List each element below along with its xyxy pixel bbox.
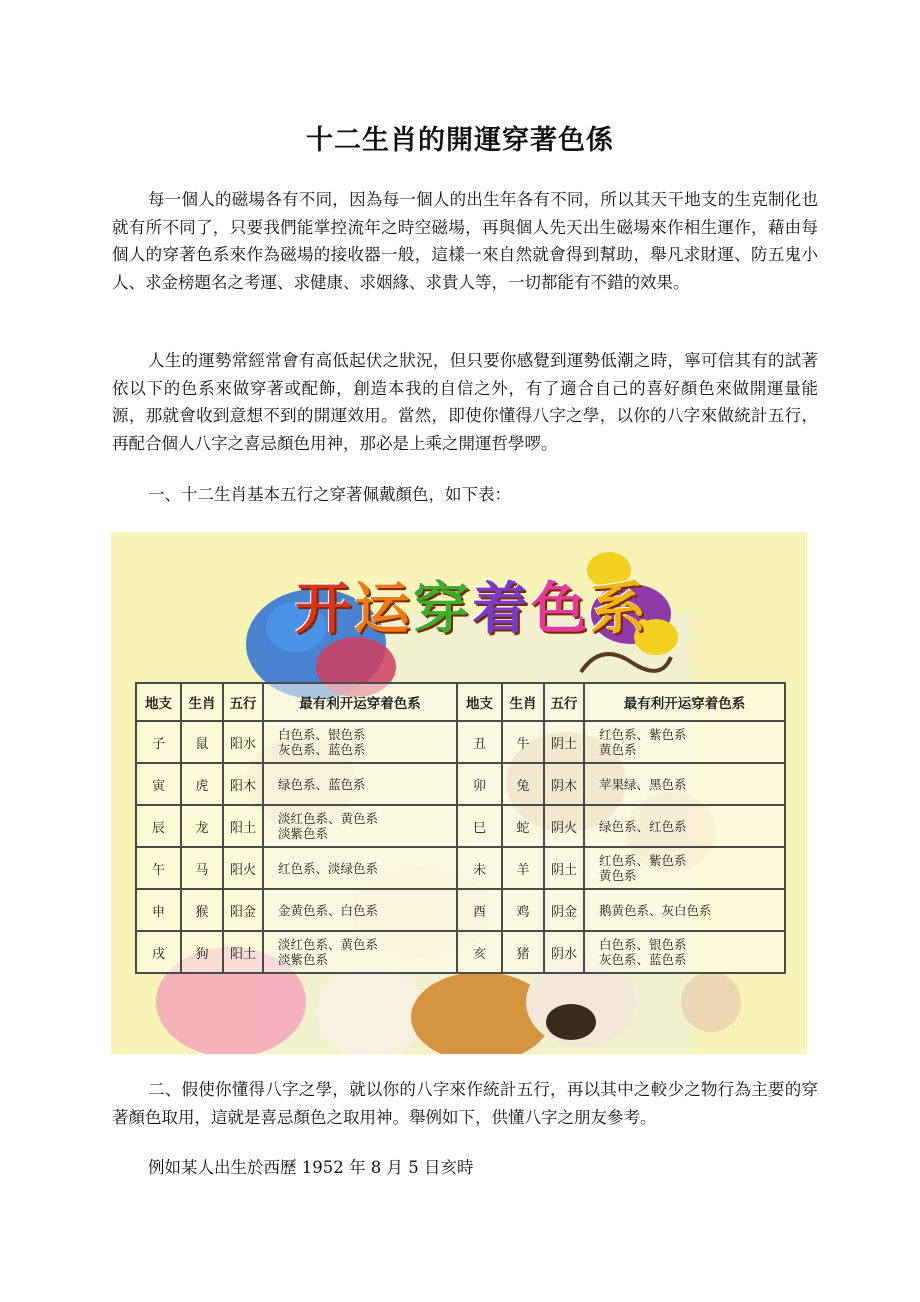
zodiac-color-table <box>135 682 786 974</box>
color-line: 红色系、淡绿色系 <box>278 860 379 876</box>
color-line: 淡红色系、黄色系 <box>278 811 379 826</box>
header-cell: 地支 <box>457 683 502 721</box>
zodiac-color-figure <box>111 532 807 1054</box>
zodiac-cell: 虎 <box>181 763 223 805</box>
header-cell: 最有利开运穿着色系 <box>584 683 785 721</box>
color-cell <box>263 889 457 931</box>
element-cell: 阴土 <box>544 721 584 763</box>
color-cell <box>584 847 785 889</box>
zodiac-cell: 马 <box>181 847 223 889</box>
color-cell <box>584 931 785 973</box>
color-line: 淡红色系、黄色系 <box>278 937 379 952</box>
branch-cell: 未 <box>457 847 502 889</box>
banner-char: 着 <box>472 577 531 642</box>
table-row <box>136 805 785 847</box>
element-cell: 阴水 <box>544 931 584 973</box>
table-row <box>136 931 785 973</box>
color-line: 鹅黄色系、灰白色系 <box>599 902 712 918</box>
element-cell: 阳水 <box>223 721 263 763</box>
header-cell: 五行 <box>544 683 584 721</box>
table-row <box>136 889 785 931</box>
branch-cell: 子 <box>136 721 181 763</box>
color-line: 白色系、银色系 <box>278 727 366 742</box>
header-cell: 地支 <box>136 683 181 721</box>
color-cell <box>584 721 785 763</box>
document-title: 十二生肖的開運穿著色係 <box>306 125 614 156</box>
color-line: 淡紫色系 <box>278 826 329 841</box>
banner-char: 色 <box>531 577 590 642</box>
table-header-row <box>136 683 785 721</box>
color-cell <box>584 889 785 931</box>
zodiac-cell: 龙 <box>181 805 223 847</box>
element-cell: 阳火 <box>223 847 263 889</box>
color-line: 苹果绿、黑色系 <box>599 776 687 792</box>
zodiac-cell: 猴 <box>181 889 223 931</box>
branch-cell: 戌 <box>136 931 181 973</box>
color-line: 金黄色系、白色系 <box>278 902 379 918</box>
color-cell <box>263 721 457 763</box>
color-cell <box>584 763 785 805</box>
branch-cell: 丑 <box>457 721 502 763</box>
header-cell: 生肖 <box>181 683 223 721</box>
color-line: 黄色系 <box>599 742 637 757</box>
branch-cell: 亥 <box>457 931 502 973</box>
banner-char: 穿 <box>413 577 472 642</box>
color-cell <box>263 931 457 973</box>
paragraph-example: 例如某人出生於西歷 1952 年 8 月 5 日亥時 <box>148 1158 474 1177</box>
element-cell: 阳木 <box>223 763 263 805</box>
element-cell: 阴火 <box>544 805 584 847</box>
element-cell: 阳土 <box>223 805 263 847</box>
color-cell <box>584 805 785 847</box>
color-line: 绿色系、蓝色系 <box>278 776 366 792</box>
color-line: 红色系、紫色系 <box>599 853 687 868</box>
zodiac-cell: 蛇 <box>502 805 544 847</box>
banner-char: 系 <box>590 577 649 642</box>
paragraph-section-two: 二、假使你懂得八字之學，就以你的八字來作統計五行，再以其中之較少之物行為主要的穿著顏色取用，這就是喜忌顏色之取用神。舉例如下，供懂八字之朋友參考。 <box>112 1080 818 1127</box>
color-line: 绿色系、红色系 <box>599 818 687 834</box>
branch-cell: 午 <box>136 847 181 889</box>
zodiac-cell: 猪 <box>502 931 544 973</box>
color-line: 黄色系 <box>599 868 637 883</box>
color-line: 白色系、银色系 <box>599 937 687 952</box>
color-line: 淡紫色系 <box>278 952 329 967</box>
header-cell: 五行 <box>223 683 263 721</box>
branch-cell: 卯 <box>457 763 502 805</box>
banner-char: 运 <box>354 577 413 642</box>
element-cell: 阴金 <box>544 889 584 931</box>
branch-cell: 寅 <box>136 763 181 805</box>
branch-cell: 申 <box>136 889 181 931</box>
figure-banner-title <box>295 570 655 650</box>
table-row <box>136 847 785 889</box>
zodiac-cell: 羊 <box>502 847 544 889</box>
zodiac-cell: 牛 <box>502 721 544 763</box>
color-line: 灰色系、蓝色系 <box>599 952 687 967</box>
header-cell: 最有利开运穿着色系 <box>263 683 457 721</box>
banner-char: 开 <box>295 577 354 642</box>
zodiac-cell: 兔 <box>502 763 544 805</box>
paragraph-section-one: 一、十二生肖基本五行之穿著佩戴顏色，如下表： <box>148 485 511 504</box>
branch-cell: 酉 <box>457 889 502 931</box>
color-cell <box>263 763 457 805</box>
element-cell: 阴木 <box>544 763 584 805</box>
element-cell: 阴土 <box>544 847 584 889</box>
color-cell <box>263 805 457 847</box>
zodiac-cell: 狗 <box>181 931 223 973</box>
table-row <box>136 721 785 763</box>
color-cell <box>263 847 457 889</box>
color-line: 红色系、紫色系 <box>599 727 687 742</box>
element-cell: 阳金 <box>223 889 263 931</box>
element-cell: 阳土 <box>223 931 263 973</box>
branch-cell: 巳 <box>457 805 502 847</box>
paragraph-intro: 每一個人的磁場各有不同，因為每一個人的出生年各有不同，所以其天干地支的生克制化也就有所不同了，只要我們能掌控流年之時空磁場，再與個人先天出生磁場來作相生運作，藉由每個人的穿著色系來作為磁場的接收器一般，這樣一來自然就會得到幫助，舉凡求財運、防五鬼小人、求金榜題名之考運、求健康、求姻緣、求貴人等，一切都能有不錯的效果。 <box>112 190 818 292</box>
zodiac-cell: 鼠 <box>181 721 223 763</box>
table-row <box>136 763 785 805</box>
zodiac-cell: 鸡 <box>502 889 544 931</box>
branch-cell: 辰 <box>136 805 181 847</box>
paragraph-fortune: 人生的運勢常經常會有高低起伏之狀況，但只要你感覺到運勢低潮之時，寧可信其有的試著依以下的色系來做穿著或配飾，創造本我的自信之外，有了適合自己的喜好顏色來做開運量能源，那就會收到意想不到的開運效用。當然，即使你懂得八字之學，以你的八字來做統計五行，再配合個人八字之喜忌顏色用神，那必是上乘之開運哲學啰。 <box>112 351 818 453</box>
header-cell: 生肖 <box>502 683 544 721</box>
color-line: 灰色系、蓝色系 <box>278 742 366 757</box>
